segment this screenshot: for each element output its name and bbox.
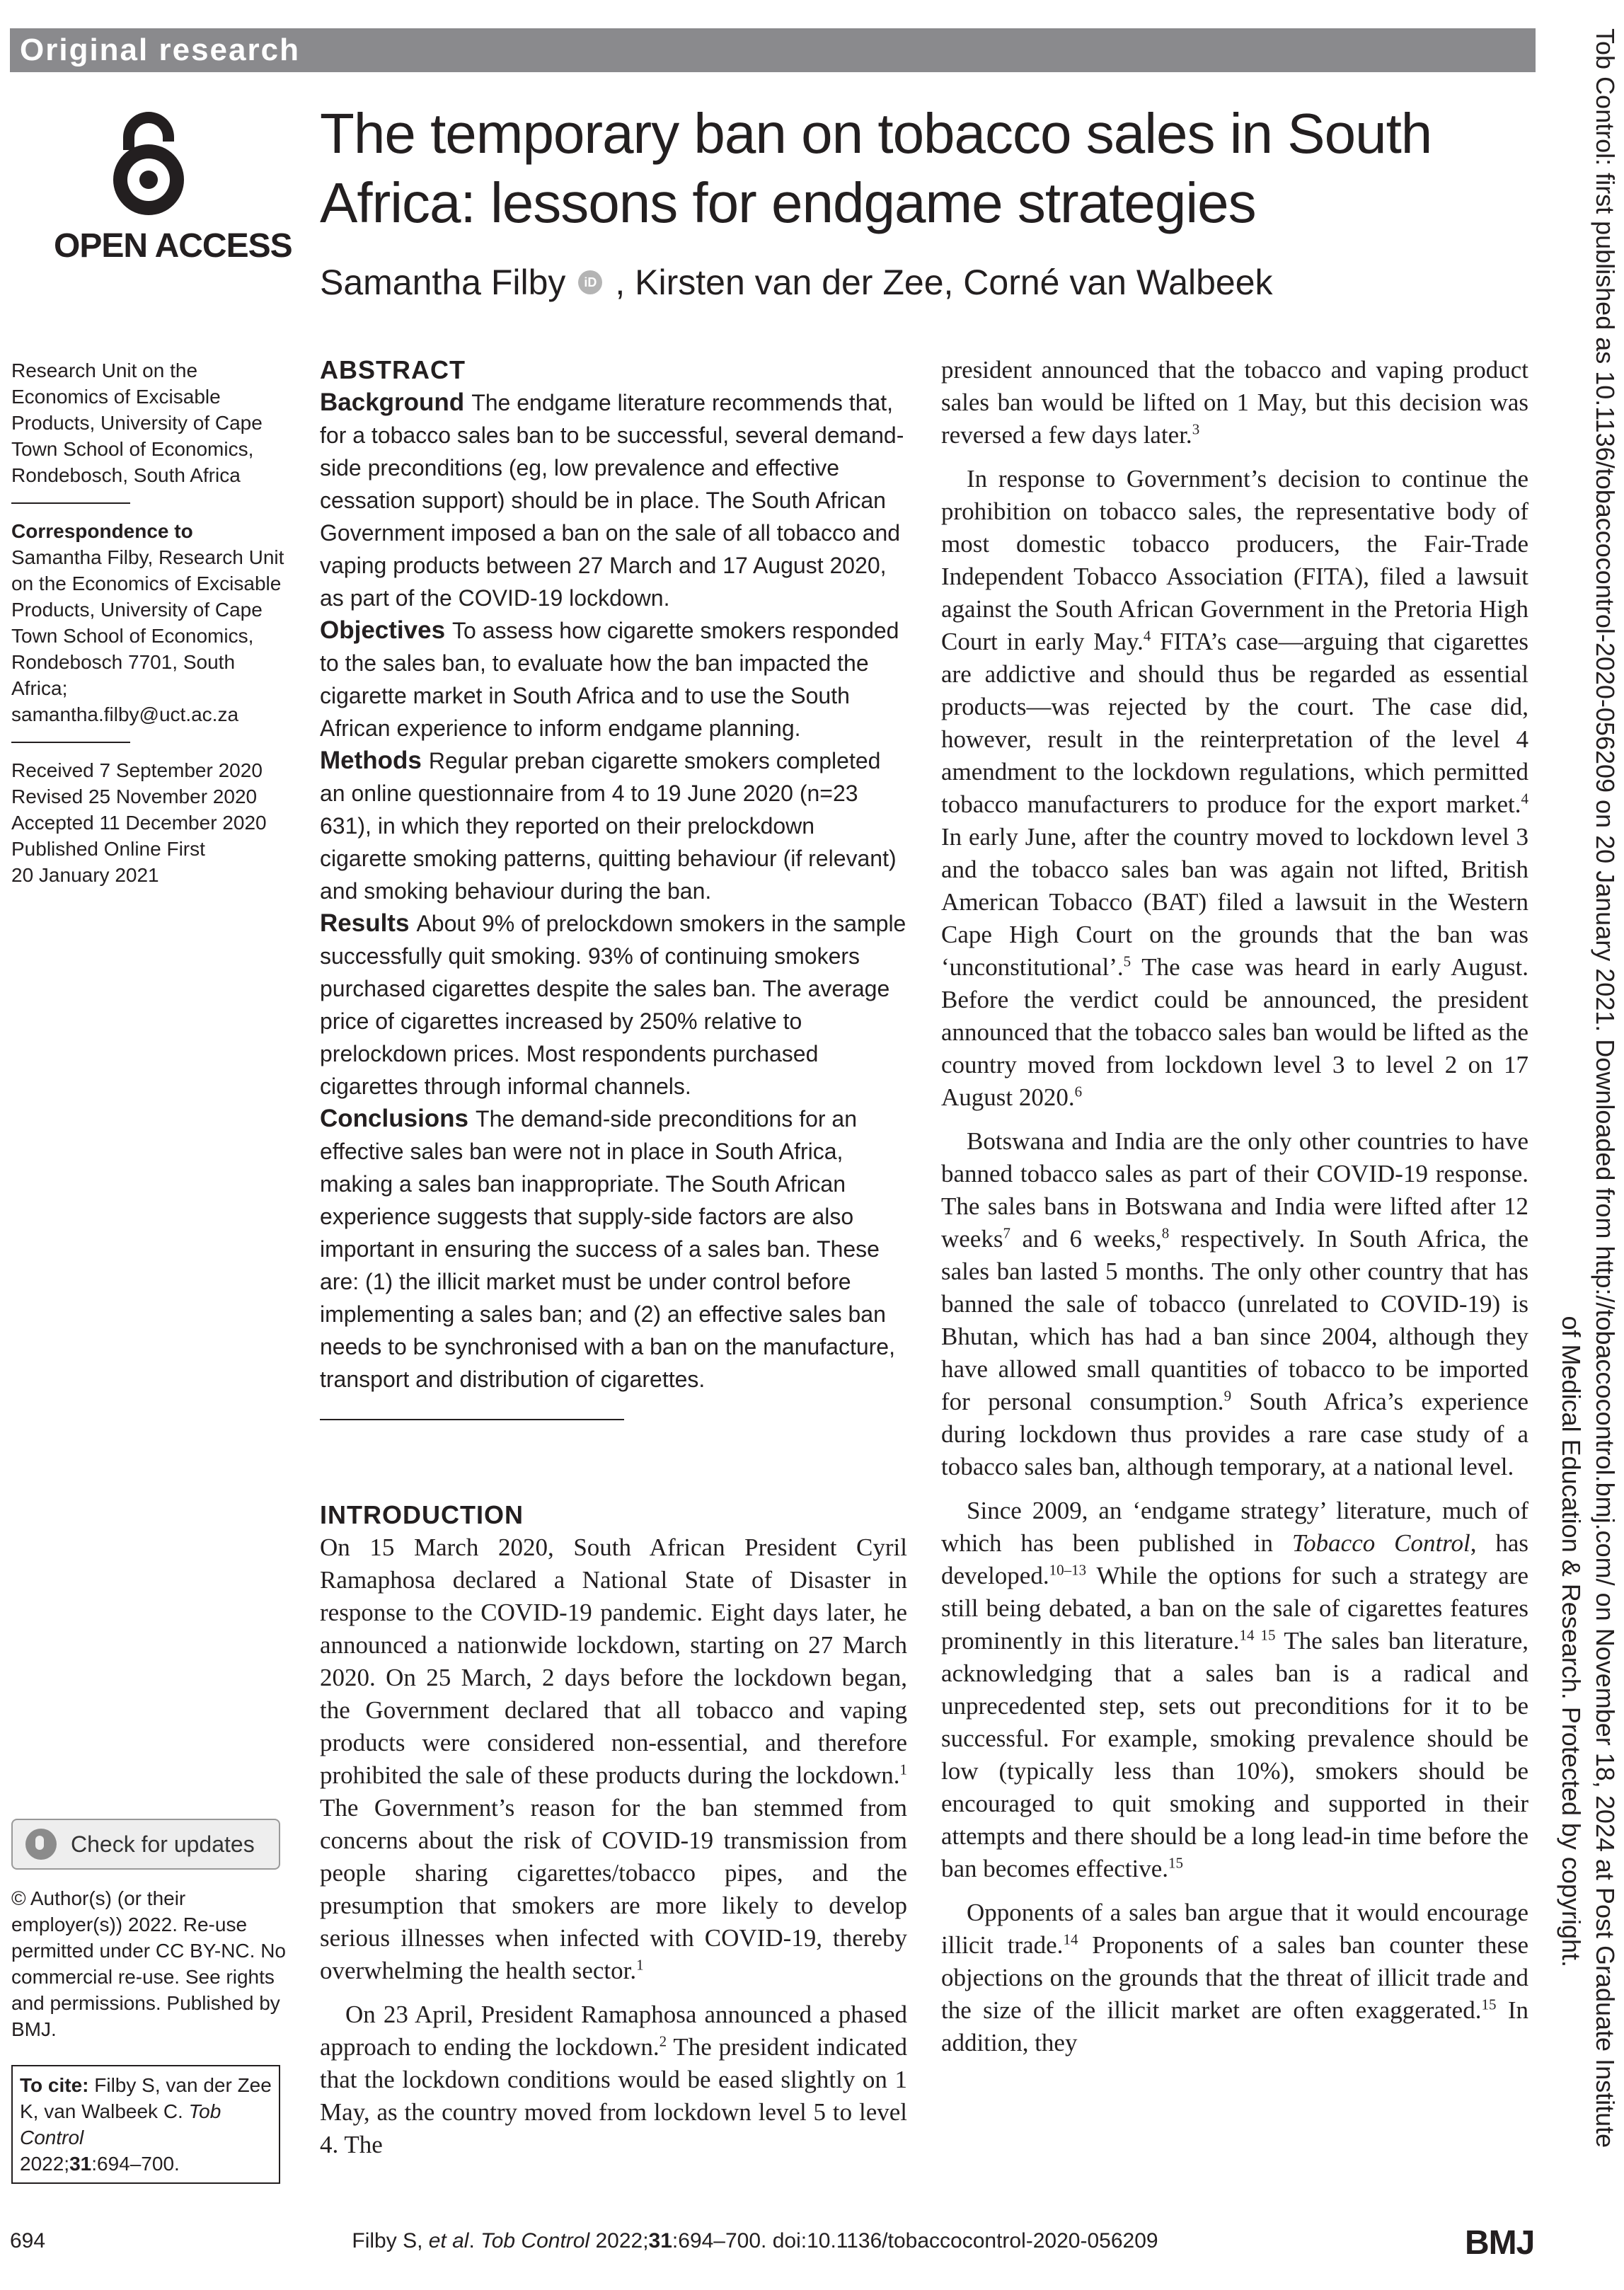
body-paragraph	[941, 354, 1528, 451]
correspondence: Samantha Filby, Research Unit on the Economics of Excisable Products, University of Cape Town School of Economics, Rondebosch 7701, South Africa; samantha.filby@uct.ac.za	[11, 546, 284, 725]
reference-link[interactable]: 4	[1143, 627, 1151, 645]
text-span: 31	[648, 2229, 672, 2252]
text-span: :694–700. doi:10.1136/tobaccocontrol-2020-056209	[672, 2229, 1158, 2252]
check-for-updates-label: Check for updates	[71, 1831, 255, 1857]
body-paragraph	[941, 1495, 1528, 1885]
abstract-background	[320, 386, 907, 614]
reference-link[interactable]: 14	[1063, 1931, 1078, 1948]
text-span: The president indicated that the lockdown conditions would be eased slightly on 1 May, as the country moved from lockdown level 5 to level 4. The	[320, 2033, 907, 2158]
conclusions-label: Conclusions	[320, 1105, 469, 1132]
reference-link[interactable]: 6	[1074, 1083, 1083, 1100]
author-list	[320, 262, 1523, 303]
crossmark-icon	[25, 1829, 57, 1860]
received-date: Received 7 September 2020	[11, 759, 263, 781]
abstract-divider	[320, 1419, 624, 1420]
intro-paragraph	[320, 1531, 907, 1987]
text-span: and 6 weeks,	[1010, 1225, 1162, 1253]
reference-link[interactable]: 1	[636, 1956, 644, 1974]
text-span: The Government’s reason for the ban stemmed from concerns about the risk of COVID-19 transmission from people sharing cigarettes/tobacco pipes, and the presumption that smokers are more likely to develop serious illnesses when infected with COVID-19, thereby overwhelming the health sector.	[320, 1794, 907, 1984]
cite-pages: :694–700.	[91, 2153, 180, 2175]
cite-volume: 31	[69, 2153, 92, 2175]
text-span: Tob Control	[480, 2229, 590, 2252]
reference-link[interactable]: 5	[1123, 953, 1131, 970]
reference-link[interactable]: 15	[1168, 1854, 1183, 1872]
divider	[11, 742, 130, 743]
open-access-label: OPEN ACCESS	[54, 227, 292, 265]
intro-paragraph	[320, 1998, 907, 2161]
background-text: The endgame literature recommends that, for a tobacco sales ban to be successful, several demand-side preconditions (eg, low prevalence and effective cessation support) should be in place. The South African Government imposed a ban on the sale of all tobacco and vaping products between 27 March and 17 August 2020, as part of the COVID-19 lockdown.	[320, 390, 904, 611]
co-authors: , Kirsten van der Zee, Corné van Walbeek	[615, 263, 1273, 302]
reference-link[interactable]: 3	[1192, 420, 1200, 438]
text-span: 2022;	[589, 2229, 649, 2252]
published-label: Published Online First	[11, 838, 205, 860]
reference-link[interactable]: 15	[1481, 1996, 1497, 2013]
bmj-logo: BMJ	[1465, 2224, 1535, 2262]
introduction-heading: INTRODUCTION	[320, 1500, 524, 1529]
background-label: Background	[320, 389, 465, 416]
author-name[interactable]: Samantha Filby	[320, 263, 566, 302]
body-paragraph	[941, 463, 1528, 1114]
reference-link[interactable]: 1	[899, 1761, 907, 1778]
reference-link[interactable]: 10–13	[1049, 1561, 1087, 1579]
orcid-icon[interactable]: iD	[578, 270, 602, 294]
cite-authors: Filby S, van der Zee K, van Walbeek C.	[20, 2074, 272, 2122]
methods-text: Regular preban cigarette smokers completed an online questionnaire from 4 to 19 June 2020 (n=23 631), in which they reported on their prelockdown cigarette smoking patterns, quitting behaviour (if relevant) and smoking behaviour during the ban.	[320, 748, 897, 904]
correspondence-label: Correspondence to	[11, 520, 193, 542]
open-access-logo	[54, 106, 292, 265]
journal-name: Tobacco Control	[1291, 1529, 1470, 1557]
abstract-objectives	[320, 614, 907, 744]
introduction-section	[320, 1499, 907, 2161]
download-notice-line-2: of Medical Education & Research. Protected by copyright.	[1557, 1316, 1586, 1967]
text-span: president announced that the tobacco and vaping product sales ban would be lifted on 1 May, but this decision was reversed a few days later.	[941, 356, 1528, 449]
citation-box	[11, 2065, 280, 2184]
text-span: The case was heard in early August. Before the verdict could be announced, the president announced that the tobacco sales ban would be lifted as the country moved from lockdown level 3 to level 2 on 17 August 2020.	[941, 953, 1528, 1111]
check-for-updates-button[interactable]	[11, 1819, 280, 1870]
text-span: Since 2009, an ‘endgame strategy’ literature, much of which has been published in	[941, 1497, 1528, 1557]
license-note: © Author(s) (or their employer(s)) 2022. Re-use permitted under CC BY-NC. No commercial re-use. See rights and permissions. Published by BMJ.	[11, 1887, 287, 2040]
divider	[11, 502, 130, 504]
results-label: Results	[320, 909, 410, 937]
text-span: Botswana and India are the only other countries to have banned tobacco sales as part of their COVID-19 response. The sales bans in Botswana and India were lifted after 12 weeks	[941, 1127, 1528, 1253]
body-paragraph	[941, 1897, 1528, 2059]
footer-citation	[320, 2229, 1190, 2253]
methods-label: Methods	[320, 747, 422, 774]
text-span: In addition, they	[941, 1996, 1529, 2056]
reference-link[interactable]: 9	[1223, 1387, 1232, 1405]
body-paragraph	[941, 1125, 1528, 1483]
abstract-conclusions	[320, 1103, 907, 1396]
cite-label: To cite:	[20, 2074, 89, 2096]
download-notice	[1554, 28, 1622, 2250]
section-banner: Original research	[10, 28, 1536, 72]
accepted-date: Accepted 11 December 2020	[11, 812, 267, 834]
text-span: While the options for such a strategy are still being debated, a ban on the sale of cigarettes features prominently in this literature.	[941, 1562, 1528, 1655]
reference-link[interactable]: 2	[659, 2032, 667, 2050]
text-span: In early June, after the country moved to lockdown level 3 and the tobacco sales ban was again not lifted, British American Tobacco (BAT) filed a lawsuit in the Western Cape High Court on the grounds that the ban was ‘unconstitutional’.	[941, 823, 1528, 981]
abstract-results	[320, 907, 907, 1103]
text-span: et al	[428, 2229, 469, 2252]
text-span: .	[468, 2229, 481, 2252]
open-access-lock-icon	[105, 106, 192, 217]
reference-link[interactable]: 8	[1161, 1224, 1170, 1242]
sidebar	[11, 357, 287, 888]
text-span: The sales ban literature, acknowledging that a sales ban is a radical and unprecedented step, sets out preconditions for it to be successful. For example, smoking prevalence should be low (typically less than 10%), smokers should be encouraged to quit smoking and supported in their attempts and there should be a long lead-in time before the ban becomes effective.	[941, 1627, 1528, 1882]
conclusions-text: The demand-side preconditions for an effective sales ban were not in place in South Africa, making a sales ban inappropriate. The South African experience suggests that supply-side factors are also important in ensuring the success of a sales ban. These are: (1) the illicit market must be under control before implementing a sales ban; and (2) an effective sales ban needs to be synchronised with a ban on the manufacture, transport and distribution of cigarettes.	[320, 1106, 895, 1392]
cite-year: 2022;	[20, 2153, 70, 2175]
reference-link[interactable]: 4	[1521, 790, 1528, 807]
objectives-label: Objectives	[320, 616, 446, 644]
abstract	[320, 354, 907, 1396]
reference-link[interactable]: 14 15	[1239, 1626, 1276, 1644]
text-span: On 23 April, President Ramaphosa announced a phased approach to ending the lockdown.	[320, 2001, 907, 2061]
text-span: , has developed.	[941, 1529, 1529, 1589]
download-notice-line-1: Tob Control: first published as 10.1136/tobaccocontrol-2020-056209 on 20 January 2021. Downloaded from http://tobaccocontrol.bmj.com/ on November 18, 2024 at Post Graduate Institute	[1591, 28, 1620, 2148]
objectives-text: To assess how cigarette smokers responded to the sales ban, to evaluate how the ban impacted the cigarette market in South Africa and to use the South African experience to inform endgame planning.	[320, 618, 899, 741]
page-number: 694	[10, 2229, 46, 2252]
text-span: South Africa’s experience during lockdown thus provides a rare case study of a tobacco sales ban, although temporary, at a national level.	[941, 1388, 1528, 1480]
text-span: Opponents of a sales ban argue that it would encourage illicit trade.	[941, 1899, 1528, 1959]
published-date: 20 January 2021	[11, 864, 159, 886]
abstract-heading: ABSTRACT	[320, 355, 466, 384]
results-text: About 9% of prelockdown smokers in the sample successfully quit smoking. 93% of continuing smokers purchased cigarettes despite the sales ban. The average price of cigarettes increased by 250% relative to prelockdown prices. Most respondents purchased cigarettes through informal channels.	[320, 911, 906, 1099]
affiliation: Research Unit on the Economics of Excisable Products, University of Cape Town School of Economics, Rondebosch, South Africa	[11, 359, 263, 486]
article-title: The temporary ban on tobacco sales in South Africa: lessons for endgame strategies	[320, 102, 1432, 234]
text-span: respectively. In South Africa, the sales ban lasted 5 months. The only other country that has banned the sale of tobacco (unrelated to COVID-19) is Bhutan, which has had a ban since 2004, although they have allowed small quantities of tobacco to be imported for personal consumption.	[941, 1225, 1528, 1415]
text-span: Proponents of a sales ban counter these objections on the grounds that the threat of illicit trade and the size of the illicit market are often exaggerated.	[941, 1931, 1529, 2024]
text-span: Filby S,	[352, 2229, 429, 2252]
reference-link[interactable]: 7	[1003, 1224, 1010, 1242]
text-span: In response to Government’s decision to continue the prohibition on tobacco sales, the representative body of most domestic tobacco producers, the Fair-Trade Independent Tobacco Association (FITA), filed a lawsuit against the South African Government in the Pretoria High Court in early May.	[941, 465, 1528, 655]
right-column	[941, 354, 1528, 2059]
text-span: On 15 March 2020, South African President Cyril Ramaphosa declared a National State of Disaster in response to the COVID-19 pandemic. Eight days later, he announced a nationwide lockdown, starting on 27 March 2020. On 25 March, 2 days before the lockdown began, the Government declared that all tobacco and vaping products were considered non-essential, and therefore prohibited the sale of these products during the lockdown.	[320, 1534, 907, 1789]
text-span: FITA’s case—arguing that cigarettes are addictive and should thus be regarded as essential products—was rejected by the court. The case did, however, result in the reinterpretation of the level 4 amendment to the lockdown regulations, which permitted tobacco manufacturers to produce for the export market.	[941, 628, 1529, 818]
revised-date: Revised 25 November 2020	[11, 786, 258, 807]
abstract-methods	[320, 744, 907, 907]
cite-journal: Tob Control	[20, 2100, 221, 2148]
